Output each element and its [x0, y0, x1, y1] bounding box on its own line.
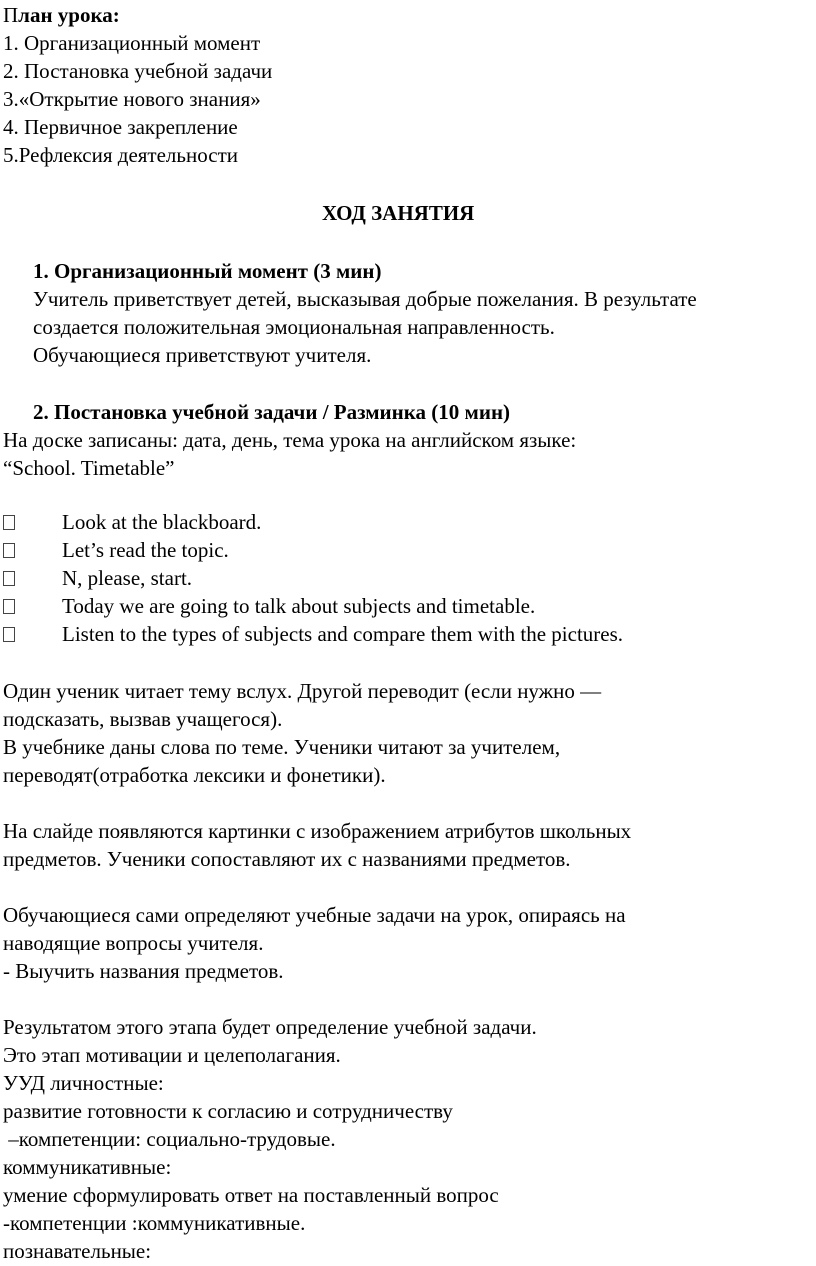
paragraph-line: наводящие вопросы учителя.: [3, 931, 264, 955]
paragraph-line: - Выучить названия предметов.: [3, 959, 284, 983]
paragraph-line: умение сформулировать ответ на поставленный вопрос: [3, 1183, 499, 1207]
bullet-text: Today we are going to talk about subjects and timetable.: [62, 594, 536, 618]
bullet-text: Look at the blackboard.: [62, 510, 262, 534]
paragraph-line: подсказать, вызвав учащегося).: [3, 707, 283, 731]
bullet-item: [0, 620, 816, 648]
bullet-item: [0, 564, 816, 592]
paragraph-line: переводят(отработка лексики и фонетики).: [3, 763, 386, 787]
section1-line: Обучающиеся приветствуют учителя.: [33, 343, 372, 367]
plan-item: 4. Первичное закрепление: [3, 115, 238, 139]
plan-title: [3, 1, 120, 29]
section2-intro-line: “School. Timetable”: [3, 456, 175, 480]
paragraph-line: Это этап мотивации и целеполагания.: [3, 1043, 341, 1067]
bullet-box-icon: [3, 599, 15, 614]
bullet-text: N, please, start.: [62, 566, 193, 590]
section1-line: создается положительная эмоциональная направленность.: [33, 315, 555, 339]
main-heading: ХОД ЗАНЯТИЯ: [322, 201, 475, 225]
bullet-item: [0, 508, 816, 536]
plan-title-rest: лан урока:: [18, 3, 120, 27]
paragraph-line: -компетенции :коммуникативные.: [3, 1211, 306, 1235]
section2-title: 2. Постановка учебной задачи / Разминка (10 мин): [33, 400, 511, 424]
paragraph-line: На слайде появляются картинки с изображением атрибутов школьных: [3, 819, 632, 843]
section2-intro-line: На доске записаны: дата, день, тема урока на английском языке:: [3, 428, 577, 452]
bullet-item: [0, 592, 816, 620]
bullet-box-icon: [3, 543, 15, 558]
paragraph-line: Результатом этого этапа будет определение учебной задачи.: [3, 1015, 537, 1039]
bullet-text: Let’s read the topic.: [62, 538, 229, 562]
bullet-box-icon: [3, 571, 15, 586]
section1-title: 1. Организационный момент (3 мин): [33, 259, 382, 283]
plan-item: 3.«Открытие нового знания»: [3, 87, 261, 111]
paragraph-line: предметов. Ученики сопоставляют их с названиями предметов.: [3, 847, 571, 871]
plan-item: 5.Рефлексия деятельности: [3, 143, 238, 167]
plan-item: 2. Постановка учебной задачи: [3, 59, 273, 83]
bullet-item: [0, 536, 816, 564]
section1-line: Учитель приветствует детей, высказывая добрые пожелания. В результате: [33, 287, 697, 311]
paragraph-line: познавательные:: [3, 1239, 152, 1263]
paragraph-line: УУД личностные:: [3, 1071, 164, 1095]
bullet-box-icon: [3, 627, 15, 642]
paragraph-line: развитие готовности к согласию и сотрудничеству: [3, 1099, 453, 1123]
paragraph-line: Один ученик читает тему вслух. Другой переводит (если нужно —: [3, 679, 602, 703]
paragraph-line: В учебнике даны слова по теме. Ученики читают за учителем,: [3, 735, 561, 759]
paragraph-line: коммуникативные:: [3, 1155, 172, 1179]
bullet-box-icon: [3, 515, 15, 530]
paragraph-line: Обучающиеся сами определяют учебные задачи на урок, опираясь на: [3, 903, 626, 927]
plan-item: 1. Организационный момент: [3, 31, 261, 55]
paragraph-line: –компетенции: социально-трудовые.: [3, 1127, 336, 1151]
plan-title-prefix: П: [3, 3, 19, 27]
bullet-text: Listen to the types of subjects and compare them with the pictures.: [62, 622, 624, 646]
